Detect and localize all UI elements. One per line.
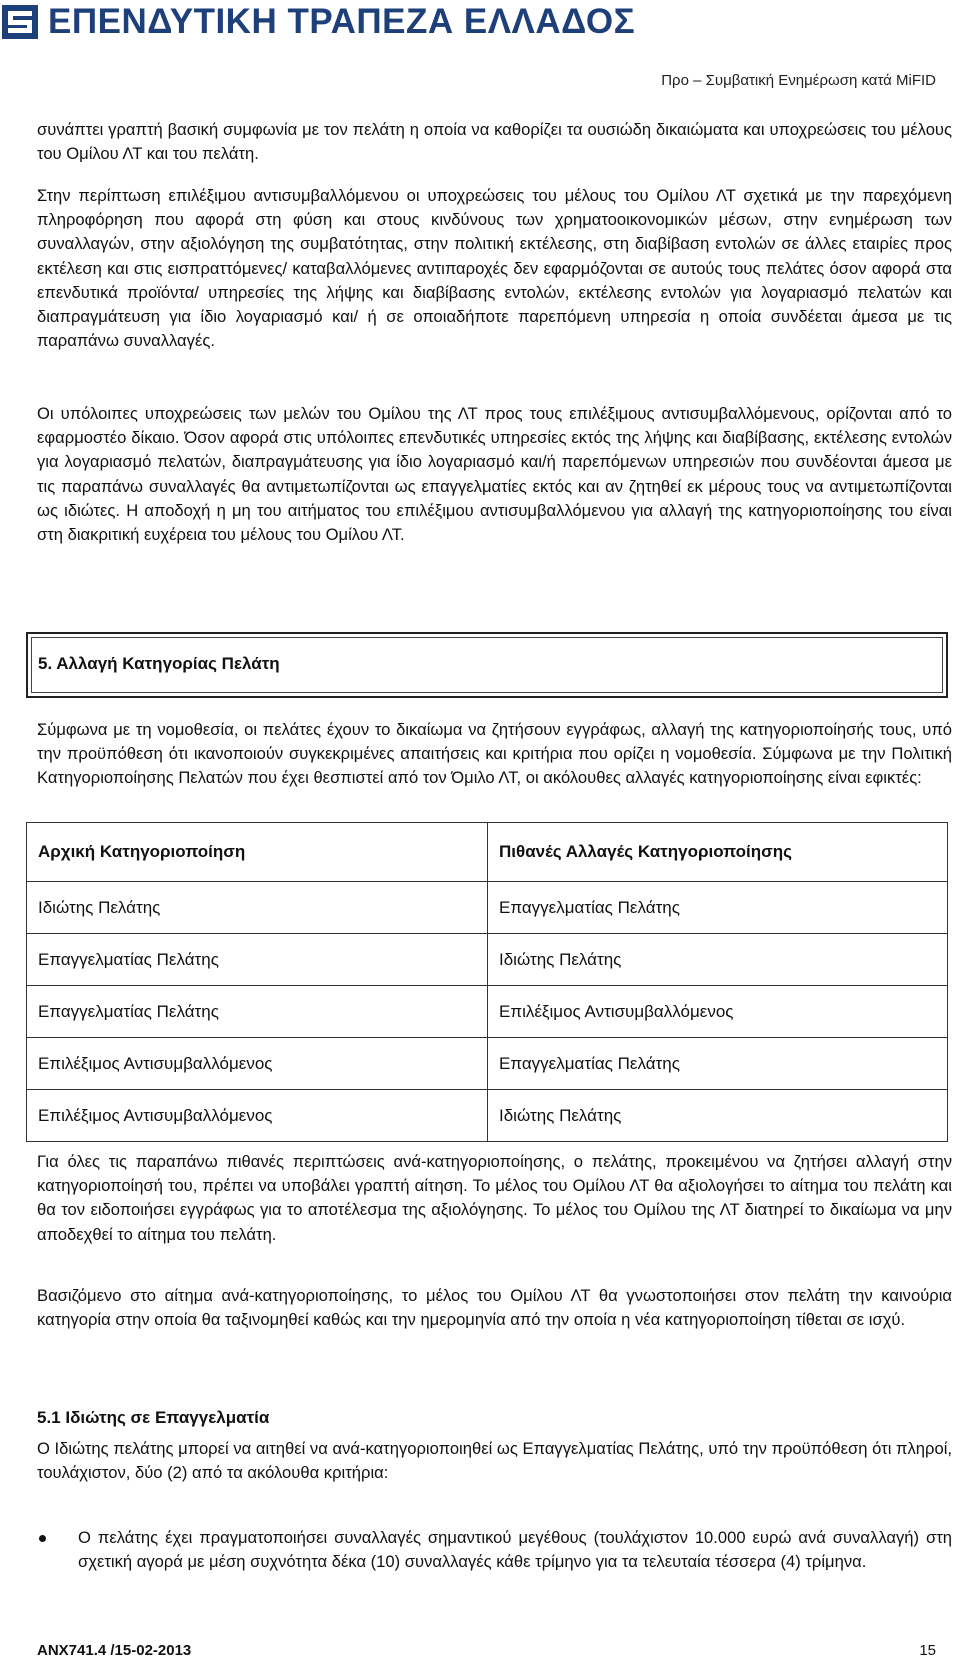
table-cell: Ιδιώτης Πελάτης	[488, 1090, 948, 1142]
paragraph-text: Ο Ιδιώτης πελάτης μπορεί να αιτηθεί να ανά-κατηγοριοποιηθεί ως Επαγγελματίας Πελάτης, υπό την προϋπόθεση ότι πληροί, τουλάχιστον, δύο (2) από τα ακόλουθα κριτήρια:	[37, 1439, 952, 1483]
document-subtitle: Προ – Συμβατική Ενημέρωση κατά MiFID	[661, 72, 936, 89]
paragraph-text: Για όλες τις παραπάνω πιθανές περιπτώσεις ανά-κατηγοριοποίησης, ο πελάτης, προκειμένου να ζητήσει αλλαγή στην κατηγοριοποίησή του, πρέπει να υποβάλει γραπτή αίτηση. Το μέλος του Ομίλου ΛΤ θα αξιολογήσει το αίτημα του πελάτη και θα τον ειδοποιήσει εγγράφως για το αποτέλεσμα της αξιολόγησης. Το μέλος του Ομίλου της ΛΤ διατηρεί το δικαίωμα να μην αποδεχθεί το αίτημα του πελάτη.	[37, 1152, 952, 1244]
table-cell: Επιλέξιμος Αντισυμβαλλόμενος	[488, 986, 948, 1038]
page-number: 15	[919, 1642, 936, 1659]
table-row	[27, 1038, 948, 1090]
paragraph-text: Βασιζόμενο στο αίτημα ανά-κατηγοριοποίησης, το μέλος του Ομίλου ΛΤ θα γνωστοποιήσει στον πελάτη την καινούρια κατηγορία στην οποία θα ταξινομηθεί καθώς και την ημερομηνία από την οποία η νέα κατηγοριοποίηση τίθεται σε ισχύ.	[37, 1286, 952, 1330]
table-cell: Ιδιώτης Πελάτης	[27, 882, 488, 934]
paragraph-2	[37, 184, 952, 353]
paragraph-6	[37, 1284, 952, 1332]
table-cell: Επαγγελματίας Πελάτης	[488, 1038, 948, 1090]
paragraph-1	[37, 118, 952, 166]
paragraph-text: Σύμφωνα με τη νομοθεσία, οι πελάτες έχουν το δικαίωμα να ζητήσουν εγγράφως, αλλαγή της κατηγοριοποίησής τους, υπό την προϋπόθεση ότι ικανοποιούν συγκεκριμένες απαιτήσεις και κριτήρια που ορίζει η νομοθεσία. Σύμφωνα με την Πολιτική Κατηγοριοποίησης Πελατών που έχει θεσπιστεί από τον Όμιλο ΛΤ, οι ακόλουθες αλλαγές κατηγοριοποίησης είναι εφικτές:	[37, 720, 952, 788]
table-cell: Επαγγελματίας Πελάτης	[27, 986, 488, 1038]
table-cell: Επαγγελματίας Πελάτης	[488, 882, 948, 934]
bullet-icon	[39, 1535, 46, 1542]
paragraph-text: συνάπτει γραπτή βασική συμφωνία με τον πελάτη η οποία να καθορίζει τα ουσιώδη δικαιώματα και υποχρεώσεις του μέλους του Ομίλου ΛΤ και του πελάτη.	[37, 120, 952, 164]
subsection-heading: 5.1 Ιδιώτης σε Επαγγελματία	[37, 1408, 270, 1427]
paragraph-5	[37, 1150, 952, 1247]
bank-logo-icon	[2, 5, 38, 39]
paragraph-text: Στην περίπτωση επιλέξιμου αντισυμβαλλόμενου οι υποχρεώσεις του μέλους του Ομίλου ΛΤ σχετικά με την παρεχόμενη πληροφόρηση που αφορά στη φύση και στους κινδύνους των χρηματοοικονομικών μέσων, στην ενημέρωση των συναλλαγών, στην αξιολόγηση της συμβατότητας, στην πολιτική εκτέλεσης, στη διαβίβαση εντολών σε άλλες εταιρίες προς εκτέλεση και στις εισπραττόμενες/ καταβαλλόμενες αντιπαροχές δεν εφαρμόζονται σε αυτούς τους πελάτες όσον αφορά στα επενδυτικά προϊόντα/ υπηρεσίες της λήψης και διαβίβασης εντολών, εκτέλεσης εντολών για λογαριασμό πελατών και διαπραγμάτευση για ίδιο λογαριασμό και/ ή σε οποιαδήποτε παρεπόμενη υπηρεσία η οποία συνδέεται άμεσα με τις παραπάνω συναλλαγές.	[37, 186, 952, 351]
bullet-text: Ο πελάτης έχει πραγματοποιήσει συναλλαγές σημαντικού μεγέθους (τουλάχιστον 10.000 ευρώ ανά συναλλαγή) στη σχετική αγορά με μέση συχνότητα δέκα (10) συναλλαγές κάθε τρίμηνο για τα τελευταία τέσσερα (4) τρίμηνα.	[78, 1528, 952, 1572]
categorization-table	[26, 822, 948, 1142]
paragraph-text: Οι υπόλοιπες υποχρεώσεις των μελών του Ομίλου της ΛΤ προς τους επιλέξιμους αντισυμβαλλόμενους, ορίζονται από το εφαρμοστέο δίκαιο. Όσον αφορά στις υπόλοιπες επενδυτικές υπηρεσίες εκτός της λήψης και διαβίβασης, εκτέλεσης εντολών για λογαριασμό πελατών, διαπραγμάτευσης για ίδιο λογαριασμό και/ή παρεπόμενων υπηρεσιών που συνδέονται άμεσα με τις παραπάνω συναλλαγές θα αντιμετωπίζονται ως επαγγελματίες εκτός και αν ζητηθεί εκ μέρους τους να αντιμετωπίζονται ως ιδιώτες. Η αποδοχή η μη του αιτήματος του επιλέξιμου αντισυμβαλλόμενου για αλλαγή της κατηγοριοποίησης του είναι στη διακριτική ευχέρεια του μέλους του Ομίλου ΛΤ.	[37, 404, 952, 545]
table-header-cell: Αρχική Κατηγοριοποίηση	[27, 823, 488, 882]
table-cell: Επιλέξιμος Αντισυμβαλλόμενος	[27, 1090, 488, 1142]
table-row	[27, 882, 948, 934]
table-cell: Ιδιώτης Πελάτης	[488, 934, 948, 986]
bullet-item	[37, 1526, 952, 1574]
section-heading: 5. Αλλαγή Κατηγορίας Πελάτη	[38, 654, 280, 673]
table-row	[27, 1090, 948, 1142]
table-row	[27, 934, 948, 986]
table-header-row	[27, 823, 948, 882]
page-header	[0, 0, 960, 44]
bank-name: ΕΠΕΝΔΥΤΙΚΗ ΤΡΑΠΕΖΑ ΕΛΛΑΔΟΣ	[48, 2, 636, 41]
paragraph-4	[37, 718, 952, 791]
section-heading-box	[26, 632, 948, 698]
document-code: ANX741.4 /15-02-2013	[37, 1642, 192, 1659]
table-cell: Επιλέξιμος Αντισυμβαλλόμενος	[27, 1038, 488, 1090]
paragraph-7	[37, 1437, 952, 1485]
paragraph-3	[37, 402, 952, 547]
table-row	[27, 986, 948, 1038]
table-cell: Επαγγελματίας Πελάτης	[27, 934, 488, 986]
table-header-cell: Πιθανές Αλλαγές Κατηγοριοποίησης	[488, 823, 948, 882]
